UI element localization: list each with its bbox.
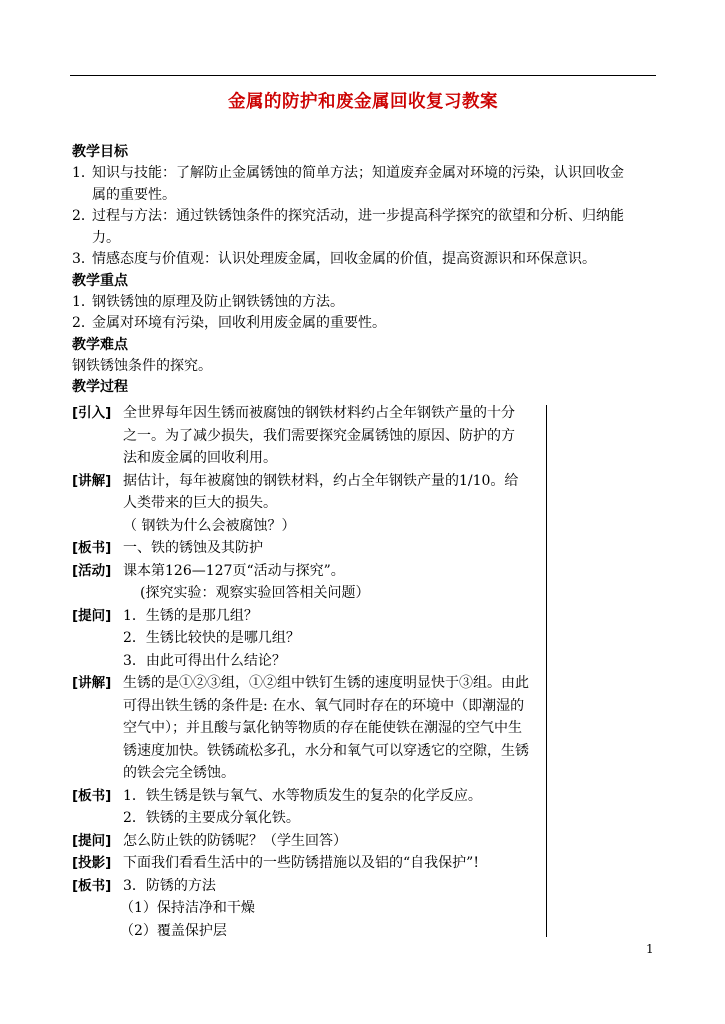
intro-cont: 法和废金属的回收利用。 [123, 450, 277, 466]
intro-cont: 之一。为了减少损失，我们需要探究金属锈蚀的原因、防护的方 [123, 427, 515, 444]
projection-tag: [投影] [72, 855, 112, 871]
question1-tag: [提问] [72, 607, 112, 624]
intro-row: [引入] 全世界每年因生锈而被腐蚀的钢铁材料约占全年钢铁产量的十分 [72, 402, 542, 425]
lecture2-row: [讲解] 生锈的是①②③组，①②组中铁钉生锈的速度明显快于③组。由此 [72, 672, 542, 695]
lecture2-cont: 锈速度加快。铁锈疏松多孔，水分和氧气可以穿透它的空隙，生锈 [123, 742, 529, 759]
activity-tag: [活动] [72, 562, 112, 579]
board3-tag: [板书] [72, 877, 112, 894]
page-number: 1 [646, 942, 654, 956]
page-title: 金属的防护和废金属回收复习教案 [228, 92, 498, 112]
document-body [72, 142, 658, 398]
lecture2-tag: [讲解] [72, 675, 112, 691]
lecture2-cont: 可得出铁生锈的条件是: 在水、氧气同时存在的环境中（即潮湿的 [123, 697, 525, 714]
board1-tag: [板书] [72, 540, 112, 556]
intro-tag: [引入] [72, 405, 112, 421]
question1-item: 3．由此可得出什么结论？ [123, 652, 286, 669]
key-point-item: 2．金属对环境有污染，回收利用废金属的重要性。 [72, 315, 386, 331]
board2-item: 2．铁锈的主要成分氧化铁。 [123, 810, 300, 826]
board2-row: [板书] 1．铁生锈是铁与氧气、水等物质发生的复杂的化学反应。 [72, 785, 542, 808]
question2-row: [提问] 怎么防止铁的防锈呢？（学生回答） [72, 830, 542, 853]
objective-item-cont: 属的重要性。 [92, 186, 176, 203]
lecture2-cont: 的铁会完全锈蚀。 [123, 765, 235, 781]
lecture1-tag: [讲解] [72, 472, 112, 489]
objective-item: 3．情感态度与价值观：认识处理废金属，回收金属的价值，提高资源识和环保意识。 [72, 251, 596, 267]
board3-sub: （1）保持洁净和干燥 [120, 900, 255, 916]
question1-item: 2．生锈比较快的是哪几组？ [123, 630, 300, 646]
question1-row: [提问] 1．生锈的是那几组？ [72, 605, 542, 628]
lecture2-cont: 空气中）；并且酸与氯化钠等物质的存在能使铁在潮湿的空气中生 [123, 720, 522, 736]
key-points-heading: 教学重点 [72, 272, 128, 289]
column-divider [546, 405, 547, 937]
question2-tag: [提问] [72, 832, 112, 849]
process-heading: 教学过程 [72, 379, 128, 395]
header-rule [70, 75, 656, 76]
activity-row: [活动] 课本第126—127页“活动与探究”。 [72, 560, 542, 583]
board3-row: [板书] 3．防锈的方法 [72, 875, 542, 898]
objective-item-cont: 力。 [92, 229, 120, 246]
lecture1-cont: 人类带来的巨大的损失。 [123, 495, 277, 511]
board3-sub: （2）覆盖保护层 [120, 922, 227, 939]
board1-row: [板书] 一、铁的锈蚀及其防护 [72, 537, 542, 560]
objective-item: 1．知识与技能：了解防止金属锈蚀的简单方法；知道废弃金属对环境的污染，认识回收金 [72, 165, 624, 181]
projection-row: [投影] 下面我们看看生活中的一些防锈措施以及铝的“自我保护”! [72, 852, 542, 875]
lecture1-row: [讲解] 据估计，每年被腐蚀的钢铁材料，约占全年钢铁产量的1/10。给 [72, 470, 542, 493]
lecture1-cont: （ 钢铁为什么会被腐蚀？） [123, 517, 296, 534]
process-section [72, 402, 542, 942]
objective-item: 2．过程与方法：通过铁锈蚀条件的探究活动，进一步提高科学探究的欲望和分析、归纳能 [72, 208, 624, 224]
key-point-item: 1．钢铁锈蚀的原理及防止钢铁锈蚀的方法。 [72, 293, 344, 310]
objectives-heading: 教学目标 [72, 144, 128, 160]
board2-tag: [板书] [72, 787, 112, 804]
activity-cont: (探究实验：观察实验回答相关问题） [140, 585, 370, 601]
difficulty-text: 钢铁锈蚀条件的探究。 [72, 357, 212, 374]
difficulty-heading: 教学难点 [72, 336, 128, 353]
